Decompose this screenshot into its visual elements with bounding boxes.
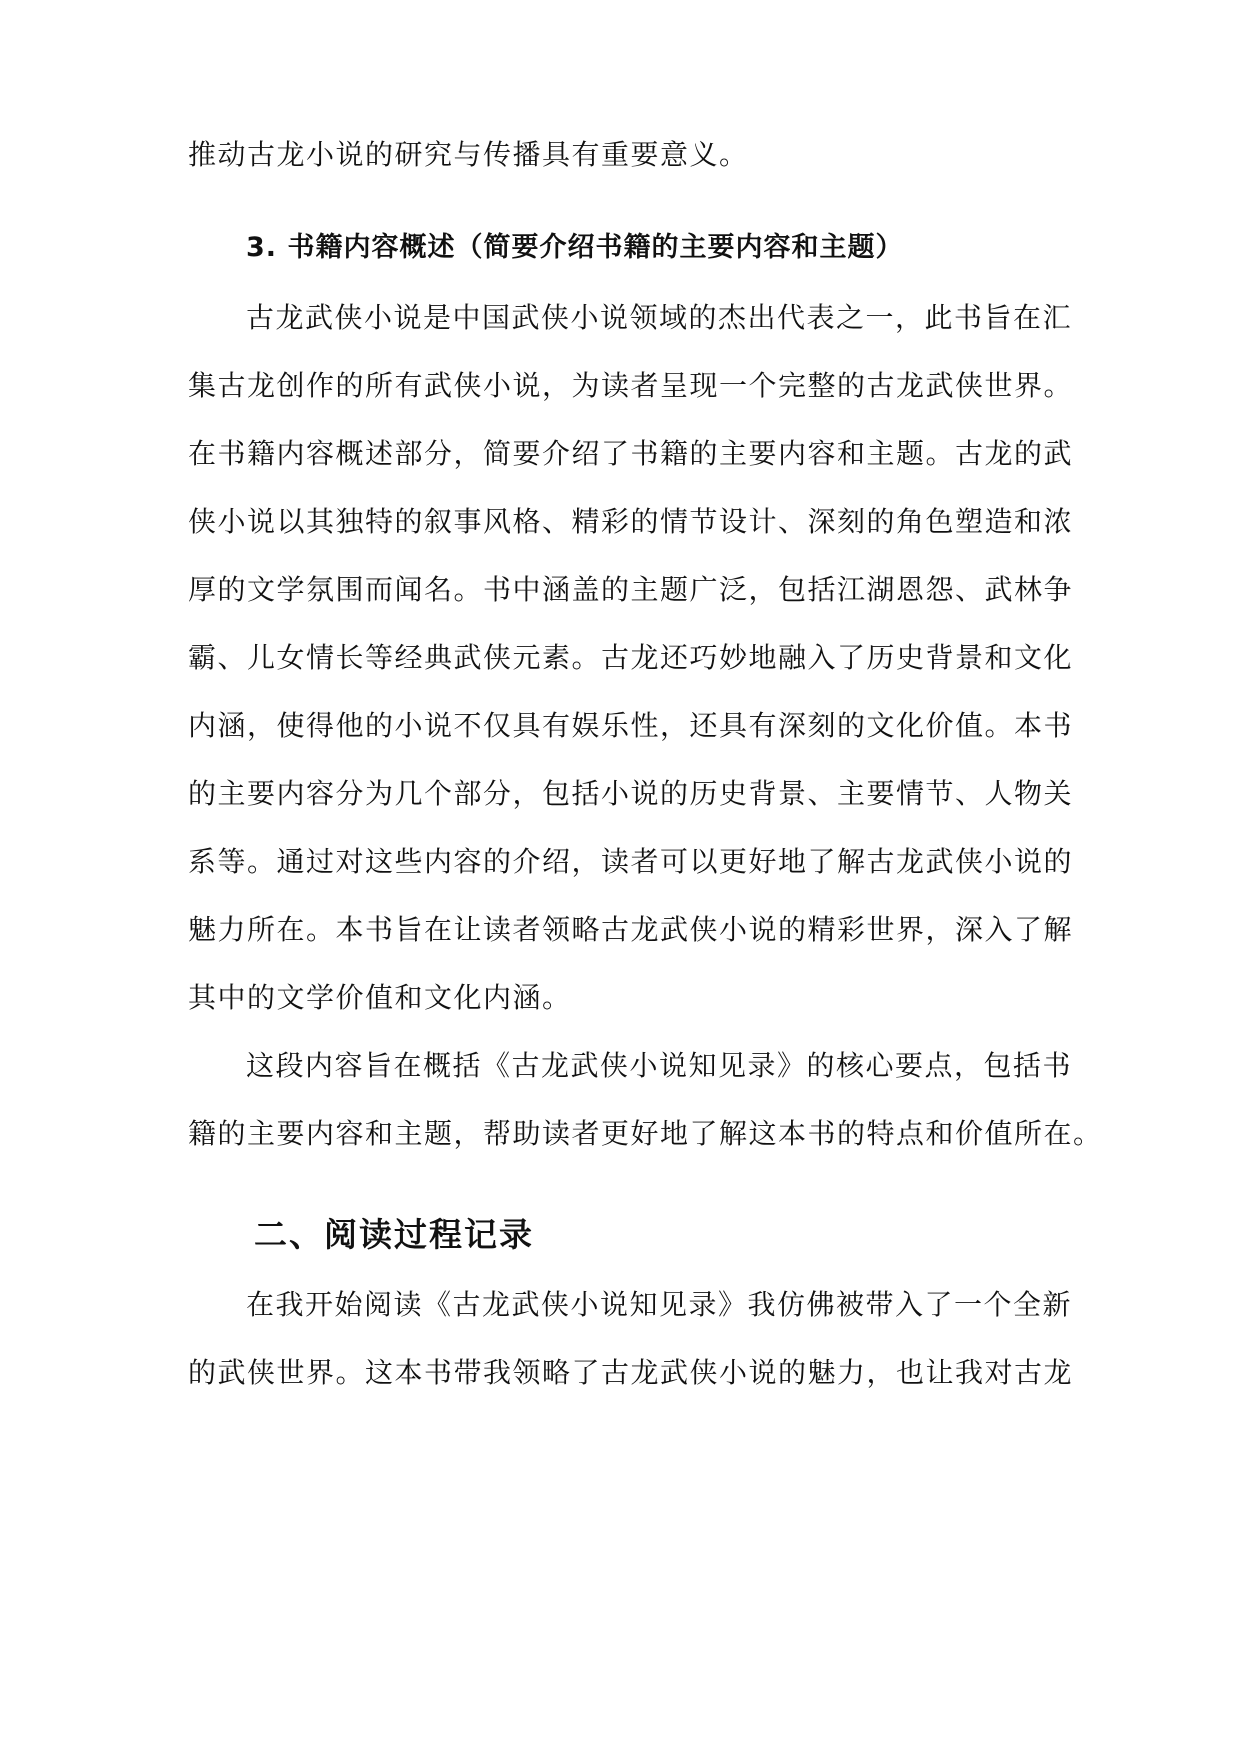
paragraph-line: 集古龙创作的所有武侠小说，为读者呈现一个完整的古龙武侠世界。 — [188, 369, 1074, 402]
paragraph-line: 厚的文学氛围而闻名。书中涵盖的主题广泛，包括江湖恩怨、武林争 — [188, 573, 1074, 606]
paragraph-line: 这段内容旨在概括《古龙武侠小说知见录》的核心要点，包括书 — [246, 1049, 1073, 1082]
section-2-heading: 二、阅读过程记录 — [254, 1215, 534, 1254]
paragraph-line: 古龙武侠小说是中国武侠小说领域的杰出代表之一，此书旨在汇 — [246, 301, 1073, 334]
paragraph-line: 侠小说以其独特的叙事风格、精彩的情节设计、深刻的角色塑造和浓 — [188, 505, 1074, 538]
paragraph-line: 其中的文学价值和文化内涵。 — [188, 981, 572, 1014]
paragraph-line: 魅力所在。本书旨在让读者领略古龙武侠小说的精彩世界，深入了解 — [188, 913, 1074, 946]
paragraph-line: 的武侠世界。这本书带我领略了古龙武侠小说的魅力，也让我对古龙 — [188, 1356, 1074, 1389]
paragraph-line: 在书籍内容概述部分，简要介绍了书籍的主要内容和主题。古龙的武 — [188, 437, 1074, 470]
paragraph-line: 籍的主要内容和主题，帮助读者更好地了解这本书的特点和价值所在。 — [188, 1117, 1103, 1150]
paragraph-line: 系等。通过对这些内容的介绍，读者可以更好地了解古龙武侠小说的 — [188, 845, 1074, 878]
paragraph-line: 霸、儿女情长等经典武侠元素。古龙还巧妙地融入了历史背景和文化 — [188, 641, 1074, 674]
paragraph-line: 内涵，使得他的小说不仅具有娱乐性，还具有深刻的文化价值。本书 — [188, 709, 1074, 742]
intro-text-line: 推动古龙小说的研究与传播具有重要意义。 — [188, 138, 749, 171]
paragraph-line: 在我开始阅读《古龙武侠小说知见录》我仿佛被带入了一个全新 — [246, 1288, 1073, 1321]
paragraph-line: 的主要内容分为几个部分，包括小说的历史背景、主要情节、人物关 — [188, 777, 1074, 810]
section-3-heading: 3. 书籍内容概述（简要介绍书籍的主要内容和主题） — [246, 232, 904, 263]
